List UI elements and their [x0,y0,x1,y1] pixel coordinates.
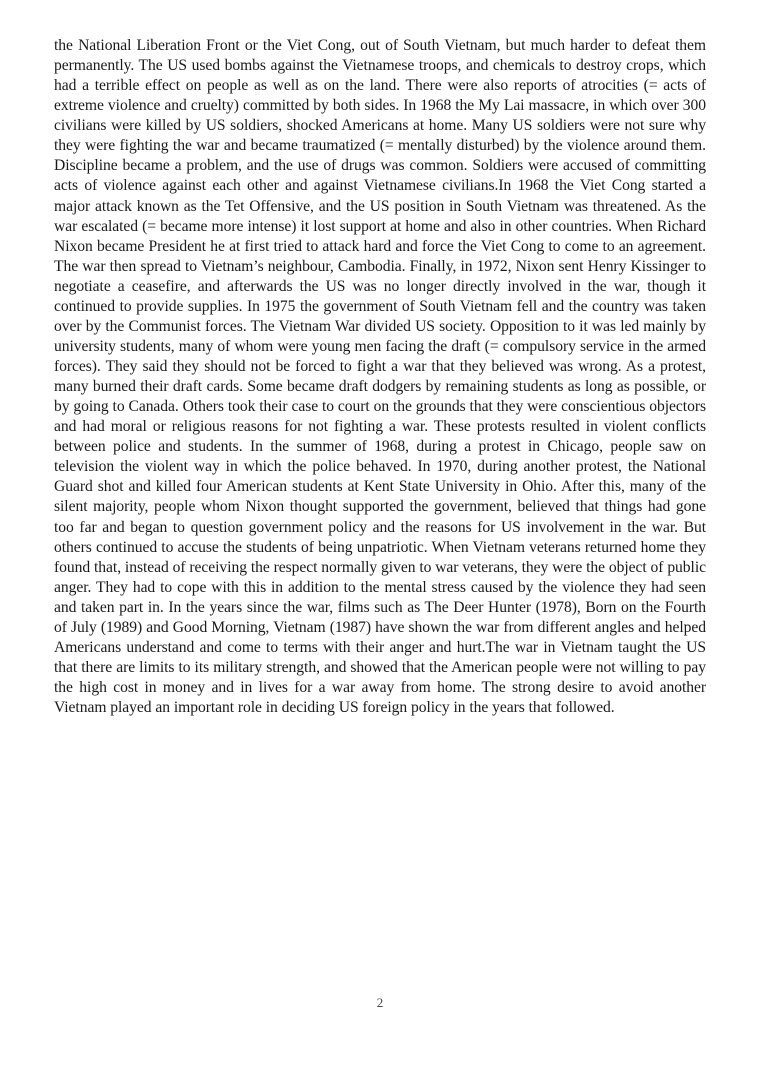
body-paragraph: the National Liberation Front or the Viet Cong, out of South Vietnam, but much harder to defeat them permanently. The US used bombs against the Vietnamese troops, and chemicals to destroy crops, which had a terrible effect on people as well as on the land. There were also reports of atrocities (= acts of extreme violence and cruelty) committed by both sides. In 1968 the My Lai massacre, in which over 300 civilians were killed by US soldiers, shocked Americans at home. Many US soldiers were not sure why they were fighting the war and became traumatized (= mentally disturbed) by the violence around them. Discipline became a problem, and the use of drugs was common. Soldiers were accused of committing acts of violence against each other and against Vietnamese civilians.In 1968 the Viet Cong started a major attack known as the Tet Offensive, and the US position in South Vietnam was threatened. As the war escalated (= became more intense) it lost support at home and also in other countries. When Richard Nixon became President he at first tried to attack hard and force the Viet Cong to come to an agreement. The war then spread to Vietnam’s neighbour, Cambodia. Finally, in 1972, Nixon sent Henry Kissinger to negotiate a ceasefire, and afterwards the US was no longer directly involved in the war, though it continued to provide supplies. In 1975 the government of South Vietnam fell and the country was taken over by the Communist forces. The Vietnam War divided US society. Opposition to it was led mainly by university students, many of whom were young men facing the draft (= compulsory service in the armed forces). They said they should not be forced to fight a war that they believed was wrong. As a protest, many burned their draft cards. Some became draft dodgers by remaining students as long as possible, or by going to Canada. Others took their case to court on the grounds that they were conscientious objectors and had moral or religious reasons for not fighting a war. These protests resulted in violent conflicts between police and students. In the summer of 1968, during a protest in Chicago, people saw on television the violent way in which the police behaved. In 1970, during another protest, the National Guard shot and killed four American students at Kent State University in Ohio. After this, many of the silent majority, people whom Nixon thought supported the government, believed that things had gone too far and began to question government policy and the reasons for US involvement in the war. But others continued to accuse the students of being unpatriotic. When Vietnam veterans returned home they found that, instead of receiving the respect normally given to war veterans, they were the object of public anger. They had to cope with this in addition to the mental stress caused by the violence they had seen and taken part in. In the years since the war, films such as The Deer Hunter (1978), Born on the Fourth of July (1989) and Good Morning, Vietnam (1987) have shown the war from different angles and helped Americans understand and come to terms with their anger and hurt.The war in Vietnam taught the US that there are limits to its military strength, and showed that the American people were not willing to pay the high cost in money and in lives for a war away from home. The strong desire to avoid another Vietnam played an important role in deciding US foreign policy in the years that followed. [54,37,706,717]
page-number: 2 [376,995,384,1010]
